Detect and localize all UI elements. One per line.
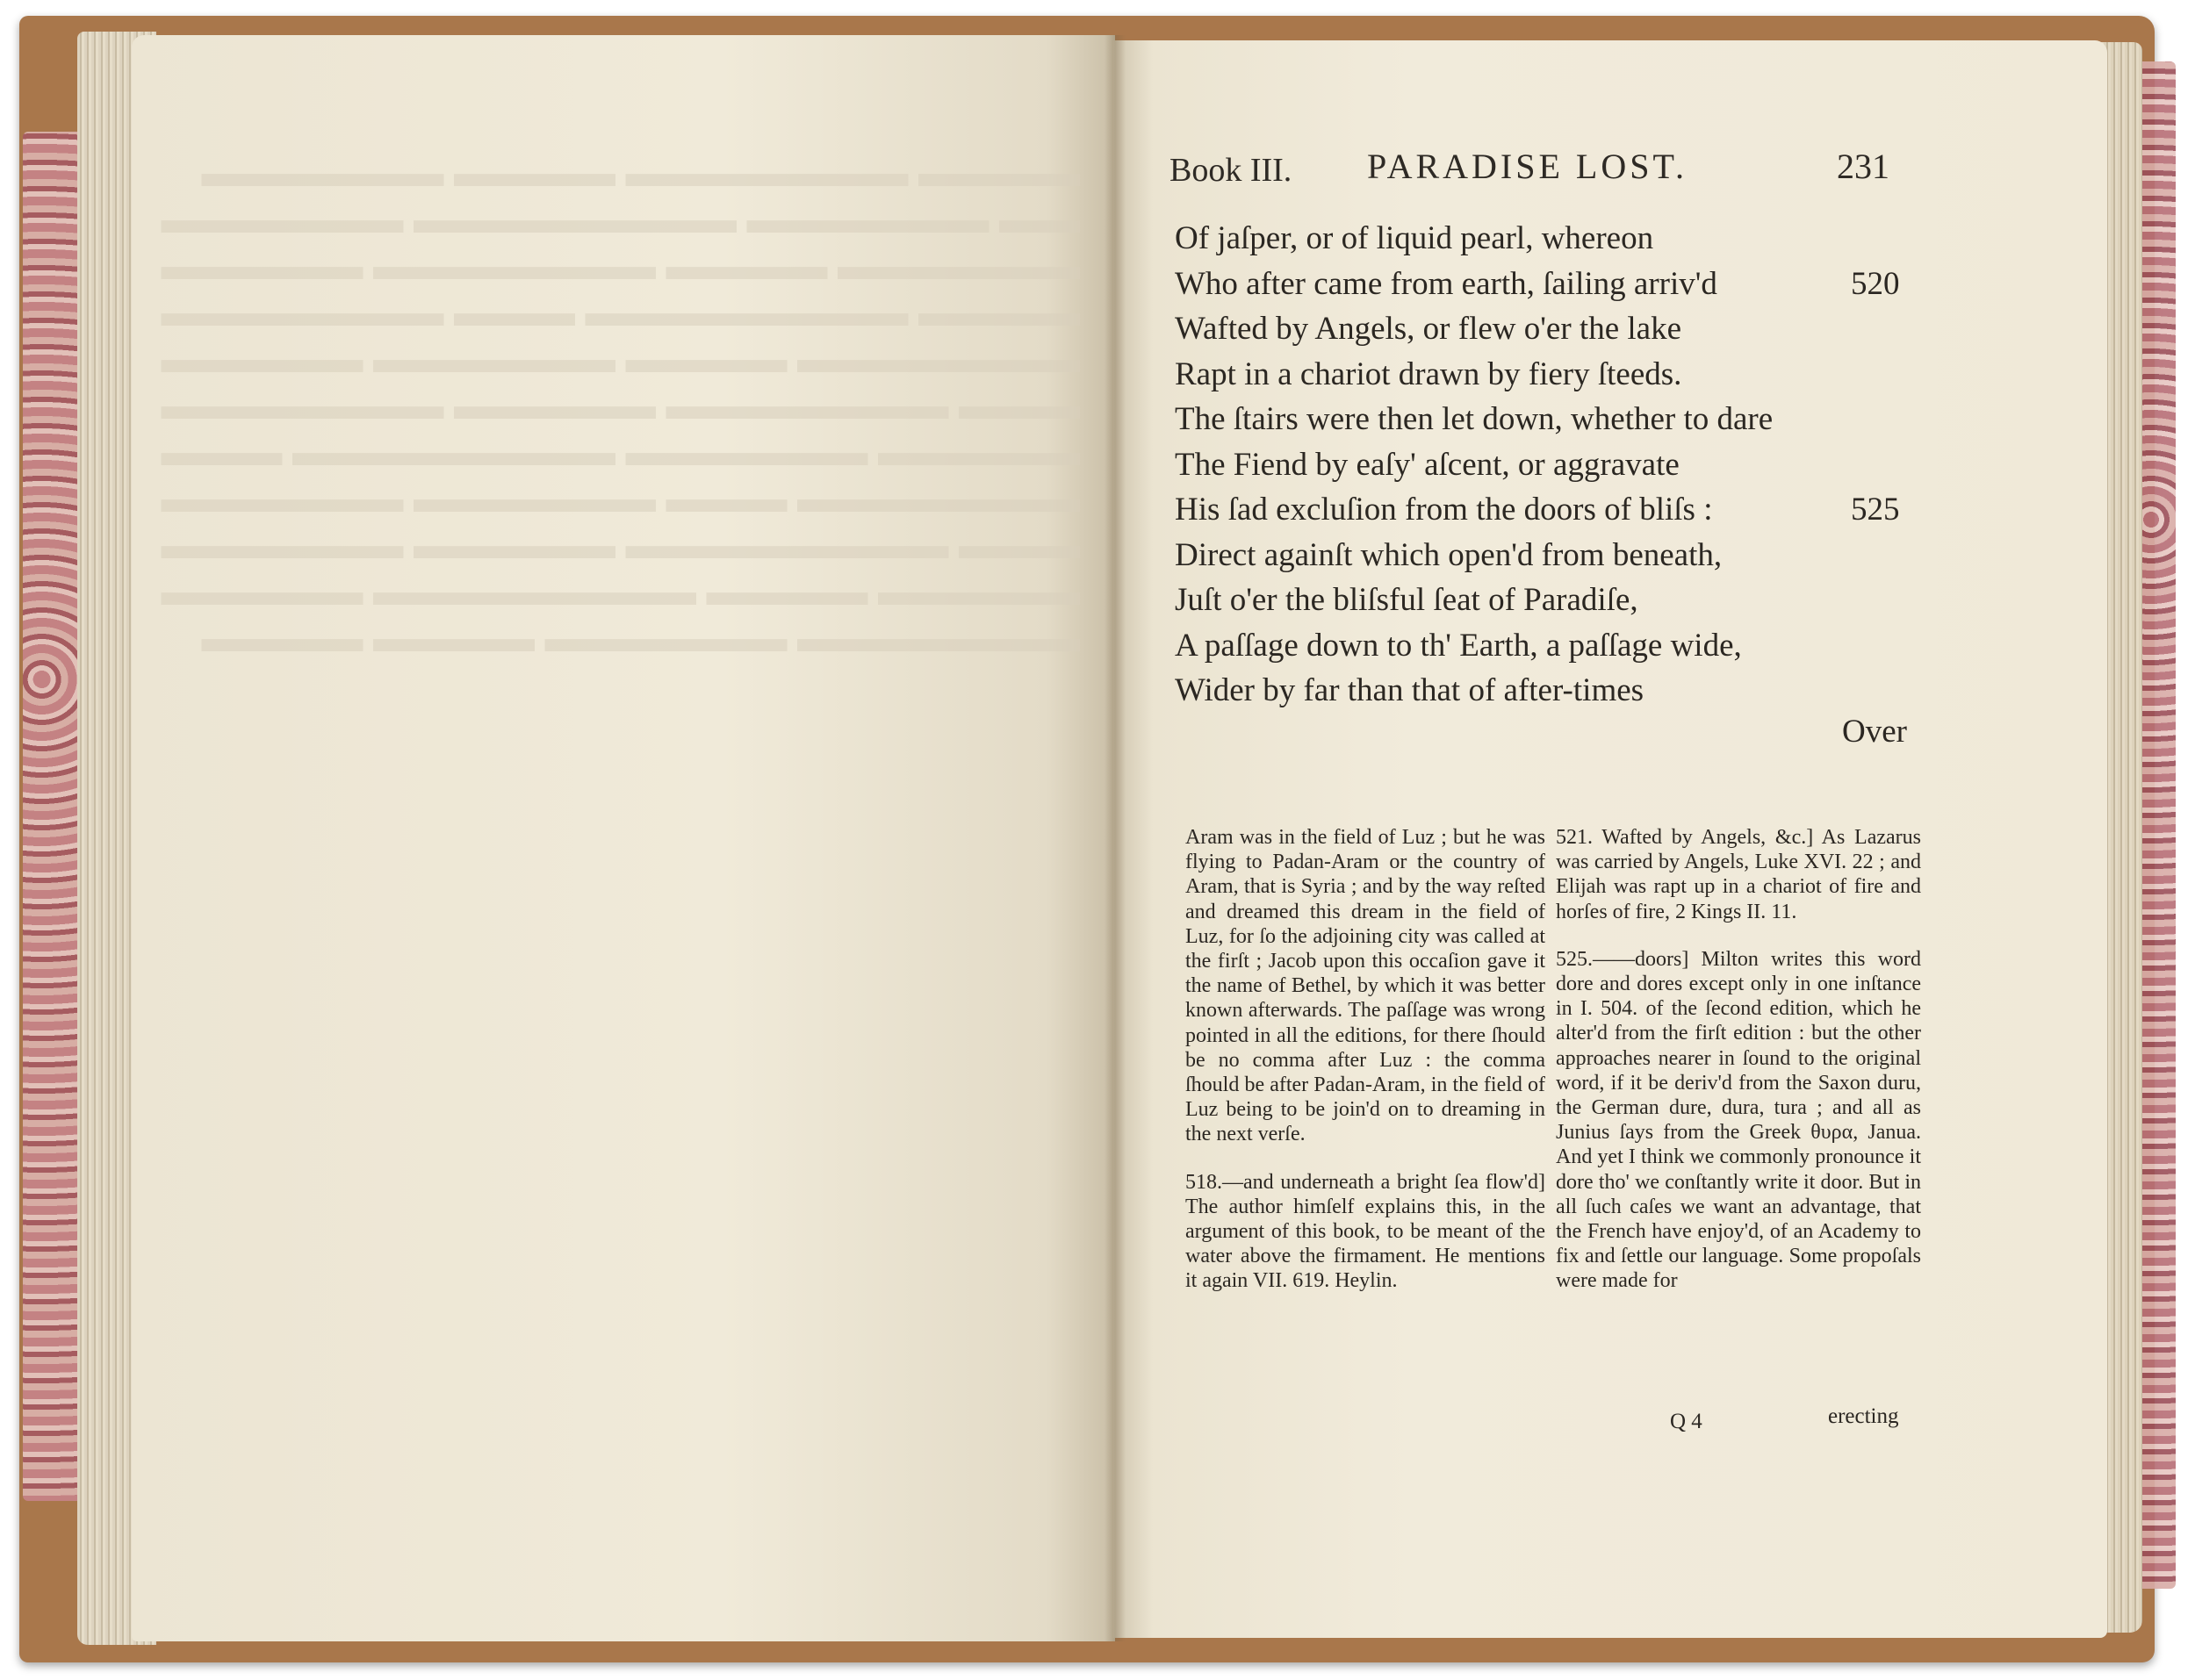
verse-block bbox=[1175, 216, 1904, 714]
verse-line: Juſt o'er the bliſsful ſeat of Paradiſe, bbox=[1175, 582, 1638, 618]
verse-catchword: Over bbox=[1842, 714, 1907, 750]
page-number: 231 bbox=[1837, 147, 1889, 186]
show-through-ghost: ▬▬▬▬ ▬▬▬▬▬▬▬ ▬▬▬▬ ▬▬▬▬▬▬ ▬▬ ▬▬▬▬▬▬ ▬▬▬▬▬▬▬▬ ▬▬▬▬▬▬ ▬▬▬▬▬▬ ▬▬▬▬ ▬▬▬▬▬▬▬ ▬▬▬▬▬ ▬▬▬▬ ▬▬▬▬▬▬▬▬ ▬▬▬ ▬▬▬▬▬▬▬ ▬▬▬▬▬▬▬ ▬▬▬▬ ▬▬▬▬▬▬ ▬▬▬▬▬ ▬▬▬ ▬▬▬▬▬▬▬ ▬▬▬▬▬ ▬▬▬▬▬▬▬ ▬▬▬▬▬ ▬▬▬▬▬▬ ▬▬▬▬▬▬▬▬ ▬▬▬ ▬▬▬▬▬▬▬ ▬▬▬ ▬▬▬▬▬▬ ▬▬▬▬▬▬ ▬▬▬ ▬▬▬▬▬▬▬▬ ▬▬▬▬▬ ▬▬▬▬▬▬ ▬▬▬▬▬ ▬▬▬▬ ▬▬▬▬▬▬▬▬ ▬▬▬▬▬ ▬▬▬▬▬▬▬ ▬▬▬▬▬▬ ▬▬▬▬ ▬▬▬▬ bbox=[161, 150, 1080, 660]
running-header bbox=[1169, 146, 1903, 198]
verse-line: Rapt in a chariot drawn by fiery ſteeds. bbox=[1175, 355, 1682, 392]
notes-column-left bbox=[1185, 825, 1545, 1294]
verse-line: Who after came from earth, ſailing arriv'd 520 bbox=[1175, 262, 1904, 307]
verse-line: His ſad excluſion from the doors of bliſs : 525 bbox=[1175, 487, 1904, 533]
verse-line: Wafted by Angels, or flew o'er the lake bbox=[1175, 311, 1681, 347]
verse-line: The ſtairs were then let down, whether to dare bbox=[1175, 401, 1774, 437]
note-paragraph: 521. Wafted by Angels, &c.] As Lazarus was carried by Angels, Luke XVI. 22 ; and Elijah was rapt up in a chariot of fire and horſes of fire, 2 Kings II. 11. bbox=[1556, 826, 1921, 923]
footer-catchword: erecting bbox=[1828, 1404, 1899, 1428]
page-title: PARADISE LOST. bbox=[1367, 147, 1688, 186]
book-gutter bbox=[1105, 35, 1126, 1641]
verse-line: Wider by far than that of after-times bbox=[1175, 672, 1644, 708]
notes-column-right bbox=[1556, 825, 1921, 1294]
note-paragraph: 525.——doors] Milton writes this word dore and dores except only in one inſtance in I. 504. of the ſecond edition, which he alter'd from the firſt edition : but the other approaches nearer in ſound to the original word, if it be deriv'd from the Saxon duru, the German dure, dura, tura ; and all as Junius ſays from the Greek θυρα, Janua. And yet I think we commonly pronounce it dore tho' we conſtantly write it door. But in all ſuch caſes we want an advantage, that the French have enjoy'd, of an Academy to fix and ſettle our language. Some propoſals were made for bbox=[1556, 947, 1921, 1293]
note-paragraph: Aram was in the field of Luz ; but he was flying to Padan-Aram or the country of Aram, that is Syria ; and by the way reſted and dreamed this dream in the field of Luz, for ſo the adjoining city was called at the firſt ; Jacob upon this occaſion gave it the name of Bethel, by which it was better known afterwards. The paſſage was wrong pointed in all the editions, for there ſhould be no comma after Luz : the comma ſhould be after Padan-Aram, in the field of Luz being to be join'd on to dreaming in the next verſe. bbox=[1185, 826, 1545, 1146]
signature-mark: Q 4 bbox=[1670, 1410, 1702, 1433]
verse-line: A paſſage down to th' Earth, a paſſage wide, bbox=[1175, 627, 1742, 664]
book-label: Book III. bbox=[1169, 152, 1292, 189]
note-paragraph: 518.—and underneath a bright ſea flow'd] The author himſelf explains this, in the argument of this book, to be meant of the water above the firmament. He mentions it again VII. 619. Heylin. bbox=[1185, 1170, 1545, 1293]
line-number: 520 bbox=[1851, 265, 1900, 302]
verse-line: The Fiend by eaſy' aſcent, or aggravate bbox=[1175, 446, 1680, 483]
line-number: 525 bbox=[1851, 492, 1900, 528]
verse-line: Direct againſt which open'd from beneath, bbox=[1175, 536, 1723, 573]
verse-line: Of jaſper, or of liquid pearl, whereon bbox=[1175, 220, 1654, 256]
